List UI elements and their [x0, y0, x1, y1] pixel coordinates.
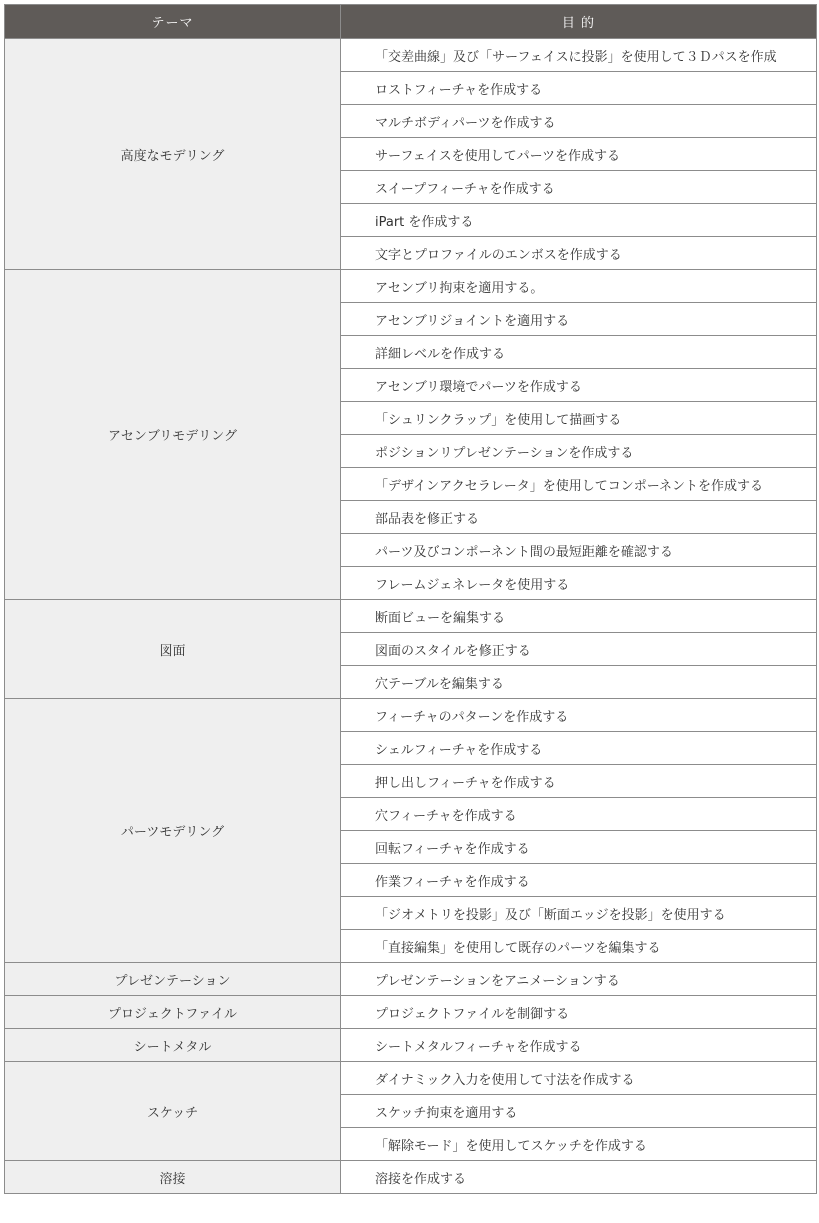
- purpose-cell: ポジションリプレゼンテーションを作成する: [341, 435, 817, 468]
- table-row: [5, 39, 817, 72]
- purpose-cell: 溶接を作成する: [341, 1161, 817, 1194]
- purpose-cell: スイープフィーチャを作成する: [341, 171, 817, 204]
- table-row: [5, 1161, 817, 1194]
- purpose-cell: ダイナミック入力を使用して寸法を作成する: [341, 1062, 817, 1095]
- theme-cell: プレゼンテーション: [5, 963, 341, 996]
- purpose-cell: 作業フィーチャを作成する: [341, 864, 817, 897]
- table-row: [5, 600, 817, 633]
- purpose-cell: サーフェイスを使用してパーツを作成する: [341, 138, 817, 171]
- purpose-cell: アセンブリ環境でパーツを作成する: [341, 369, 817, 402]
- header-purpose: 目 的: [341, 5, 817, 39]
- purpose-cell: 詳細レベルを作成する: [341, 336, 817, 369]
- theme-cell: アセンブリモデリング: [5, 270, 341, 600]
- purpose-cell: スケッチ拘束を適用する: [341, 1095, 817, 1128]
- table-body: [5, 39, 817, 1194]
- table-row: [5, 963, 817, 996]
- theme-cell: 溶接: [5, 1161, 341, 1194]
- purpose-cell: プロジェクトファイルを制御する: [341, 996, 817, 1029]
- themes-table: [4, 4, 817, 1194]
- purpose-cell: 「シュリンクラップ」を使用して描画する: [341, 402, 817, 435]
- purpose-cell: アセンブリジョイントを適用する: [341, 303, 817, 336]
- purpose-cell: パーツ及びコンポーネント間の最短距離を確認する: [341, 534, 817, 567]
- purpose-cell: フィーチャのパターンを作成する: [341, 699, 817, 732]
- purpose-cell: 断面ビューを編集する: [341, 600, 817, 633]
- purpose-cell: フレームジェネレータを使用する: [341, 567, 817, 600]
- header-row: [5, 5, 817, 39]
- purpose-cell: 回転フィーチャを作成する: [341, 831, 817, 864]
- purpose-cell: マルチボディパーツを作成する: [341, 105, 817, 138]
- purpose-cell: 「交差曲線」及び「サーフェイスに投影」を使用して３Ｄパスを作成: [341, 39, 817, 72]
- purpose-cell: プレゼンテーションをアニメーションする: [341, 963, 817, 996]
- table-row: [5, 996, 817, 1029]
- purpose-cell: 押し出しフィーチャを作成する: [341, 765, 817, 798]
- purpose-cell: 穴テーブルを編集する: [341, 666, 817, 699]
- table-row: [5, 699, 817, 732]
- purpose-cell: 「直接編集」を使用して既存のパーツを編集する: [341, 930, 817, 963]
- purpose-cell: 図面のスタイルを修正する: [341, 633, 817, 666]
- table-row: [5, 270, 817, 303]
- theme-cell: パーツモデリング: [5, 699, 341, 963]
- table-row: [5, 1062, 817, 1095]
- purpose-cell: シートメタルフィーチャを作成する: [341, 1029, 817, 1062]
- purpose-cell: アセンブリ拘束を適用する。: [341, 270, 817, 303]
- purpose-cell: iPart を作成する: [341, 204, 817, 237]
- theme-cell: 図面: [5, 600, 341, 699]
- purpose-cell: 「ジオメトリを投影」及び「断面エッジを投影」を使用する: [341, 897, 817, 930]
- purpose-cell: ロストフィーチャを作成する: [341, 72, 817, 105]
- theme-cell: 高度なモデリング: [5, 39, 341, 270]
- purpose-cell: 「デザインアクセラレータ」を使用してコンポーネントを作成する: [341, 468, 817, 501]
- purpose-cell: 文字とプロファイルのエンボスを作成する: [341, 237, 817, 270]
- theme-cell: プロジェクトファイル: [5, 996, 341, 1029]
- header-theme: テーマ: [5, 5, 341, 39]
- purpose-cell: シェルフィーチャを作成する: [341, 732, 817, 765]
- table-row: [5, 1029, 817, 1062]
- purpose-cell: 部品表を修正する: [341, 501, 817, 534]
- purpose-cell: 「解除モード」を使用してスケッチを作成する: [341, 1128, 817, 1161]
- theme-cell: スケッチ: [5, 1062, 341, 1161]
- theme-cell: シートメタル: [5, 1029, 341, 1062]
- purpose-cell: 穴フィーチャを作成する: [341, 798, 817, 831]
